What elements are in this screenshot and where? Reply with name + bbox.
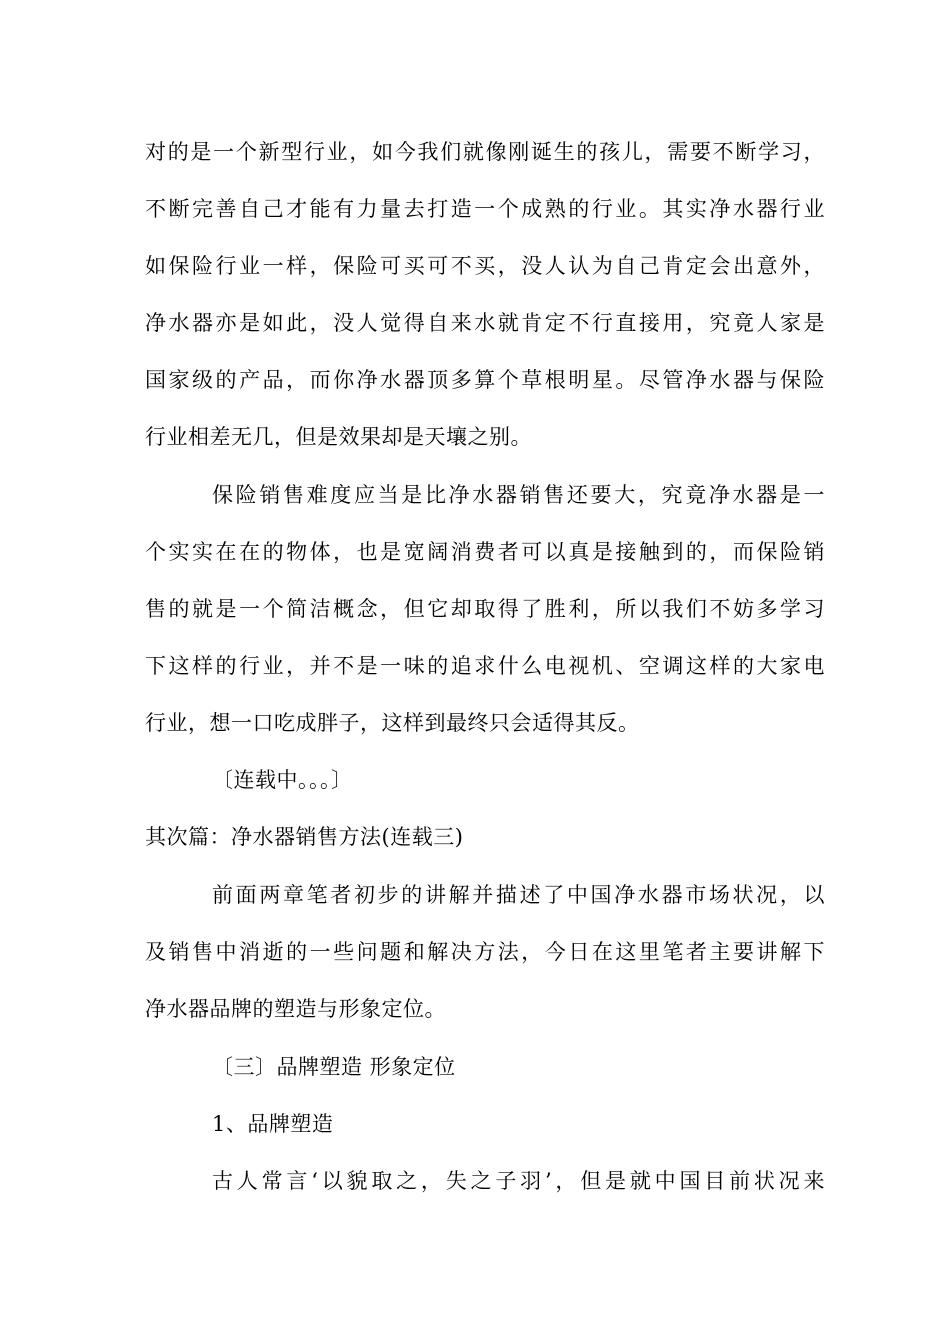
paragraph-1-line-5: 国家级的产品，而你净水器顶多算个草根明星。尽管净水器与保险 xyxy=(145,368,825,392)
subheading: 〔三〕品牌塑造 形象定位 xyxy=(212,1055,456,1079)
paragraph-2-line-5: 行业，想一口吃成胖子，这样到最终只会适得其反。 xyxy=(145,711,640,735)
paragraph-3-line-1: 前面两章笔者初步的讲解并描述了中国净水器市场状况，以 xyxy=(212,883,825,907)
paragraph-1-line-1: 对的是一个新型行业，如今我们就像刚诞生的孩儿，需要不断学习， xyxy=(145,140,825,164)
serial-note: 〔连载中。。。〕 xyxy=(212,768,353,792)
paragraph-1-line-2: 不断完善自己才能有力量去打造一个成熟的行业。其实净水器行业 xyxy=(145,197,825,221)
paragraph-2-line-1: 保险销售难度应当是比净水器销售还要大，究竟净水器是一 xyxy=(212,483,825,507)
paragraph-1-line-6: 行业相差无几，但是效果却是天壤之别。 xyxy=(145,425,532,449)
paragraph-2-line-4: 下这样的行业，并不是一味的追求什么电视机、空调这样的大家电 xyxy=(145,654,825,678)
item-heading: 1、品牌塑造 xyxy=(212,1112,334,1136)
paragraph-4-line-1: 古人常言‘以貌取之，失之子羽’，但是就中国目前状况来 xyxy=(212,1169,825,1193)
paragraph-3-line-2: 及销售中消逝的一些问题和解决方法，今日在这里笔者主要讲解下 xyxy=(145,940,825,964)
section-heading: 其次篇：净水器销售方法(连载三) xyxy=(145,825,464,849)
paragraph-2-line-3: 售的就是一个简洁概念，但它却取得了胜利，所以我们不妨多学习 xyxy=(145,597,825,621)
paragraph-2-line-2: 个实实在在的物体，也是宽阔消费者可以真是接触到的，而保险销 xyxy=(145,540,825,564)
paragraph-1-line-3: 如保险行业一样，保险可买可不买，没人认为自己肯定会出意外， xyxy=(145,254,825,278)
paragraph-3-line-3: 净水器品牌的塑造与形象定位。 xyxy=(145,997,446,1021)
paragraph-1-line-4: 净水器亦是如此，没人觉得自来水就肯定不行直接用，究竟人家是 xyxy=(145,311,825,335)
